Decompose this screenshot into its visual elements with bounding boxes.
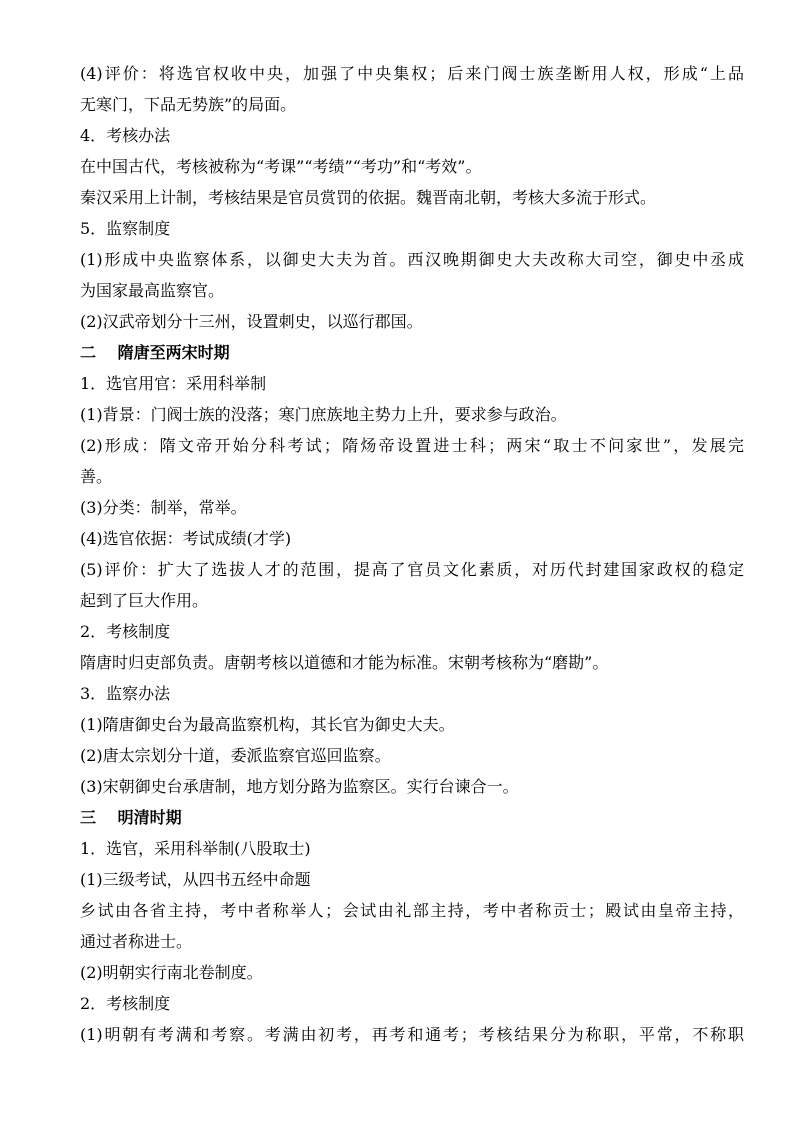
text-line: 善。 xyxy=(80,467,113,486)
text-line: (1)明朝有考满和考察。考满由初考，再考和通考；考核结果分为称职，平常，不称职 xyxy=(80,1025,744,1044)
text-line: 通过者称进士。 xyxy=(80,932,193,951)
text-line: 隋唐时归吏部负责。唐朝考核以道德和才能为标准。宋朝考核称为“磨勘”。 xyxy=(80,653,609,672)
text-line: (2)唐太宗划分十道，委派监察官巡回监察。 xyxy=(80,746,391,765)
text-line: (1)背景：门阀士族的没落；寒门庶族地主势力上升，要求参与政治。 xyxy=(80,405,567,424)
section-heading: 1．选官用官：采用科举制 xyxy=(80,374,267,393)
text-line: (1)三级考试，从四书五经中命题 xyxy=(80,870,311,889)
text-line: (2)汉武帝划分十三州，设置刺史，以巡行郡国。 xyxy=(80,312,423,331)
text-line: (1)形成中央监察体系，以御史大夫为首。西汉晚期御史大夫改称大司空，御史中丞成 xyxy=(80,250,744,269)
text-line: 乡试由各省主持，考中者称举人；会试由礼部主持，考中者称贡士；殿试由皇帝主持， xyxy=(80,901,744,920)
section-heading: 5．监察制度 xyxy=(80,219,171,238)
text-line: (3)分类：制举，常举。 xyxy=(80,498,247,517)
chapter-heading: 二 隋唐至两宋时期 xyxy=(80,343,230,362)
text-line: (5)评价：扩大了选拔人才的范围，提高了官员文化素质，对历代封建国家政权的稳定 xyxy=(80,560,744,579)
text-line: (1)隋唐御史台为最高监察机构，其长官为御史大夫。 xyxy=(80,715,455,734)
text-line: (3)宋朝御史台承唐制，地方划分路为监察区。实行台谏合一。 xyxy=(80,777,519,796)
text-line: 无寒门，下品无势族”的局面。 xyxy=(80,95,297,114)
section-heading: 4．考核办法 xyxy=(80,126,171,145)
text-line: (4)选官依据：考试成绩(才学) xyxy=(80,529,292,548)
text-line: 为国家最高监察官。 xyxy=(80,281,225,300)
text-line: 在中国古代，考核被称为“考课”“考绩”“考功”和“考效”。 xyxy=(80,157,482,176)
text-line: (4)评价：将选官权收中央，加强了中央集权；后来门阀士族垄断用人权，形成“上品 xyxy=(80,64,744,83)
text-line: (2)形成：隋文帝开始分科考试；隋炀帝设置进士科；两宋“取士不问家世”，发展完 xyxy=(80,436,744,455)
text-line: 起到了巨大作用。 xyxy=(80,591,209,610)
text-line: 秦汉采用上计制，考核结果是官员赏罚的依据。魏晋南北朝，考核大多流于形式。 xyxy=(80,188,657,207)
text-line: (2)明朝实行南北卷制度。 xyxy=(80,963,263,982)
section-heading: 2．考核制度 xyxy=(80,994,171,1013)
section-heading: 1．选官，采用科举制(八股取士) xyxy=(80,839,311,858)
section-heading: 3．监察办法 xyxy=(80,684,171,703)
section-heading: 2．考核制度 xyxy=(80,622,171,641)
chapter-heading: 三 明清时期 xyxy=(80,808,182,827)
